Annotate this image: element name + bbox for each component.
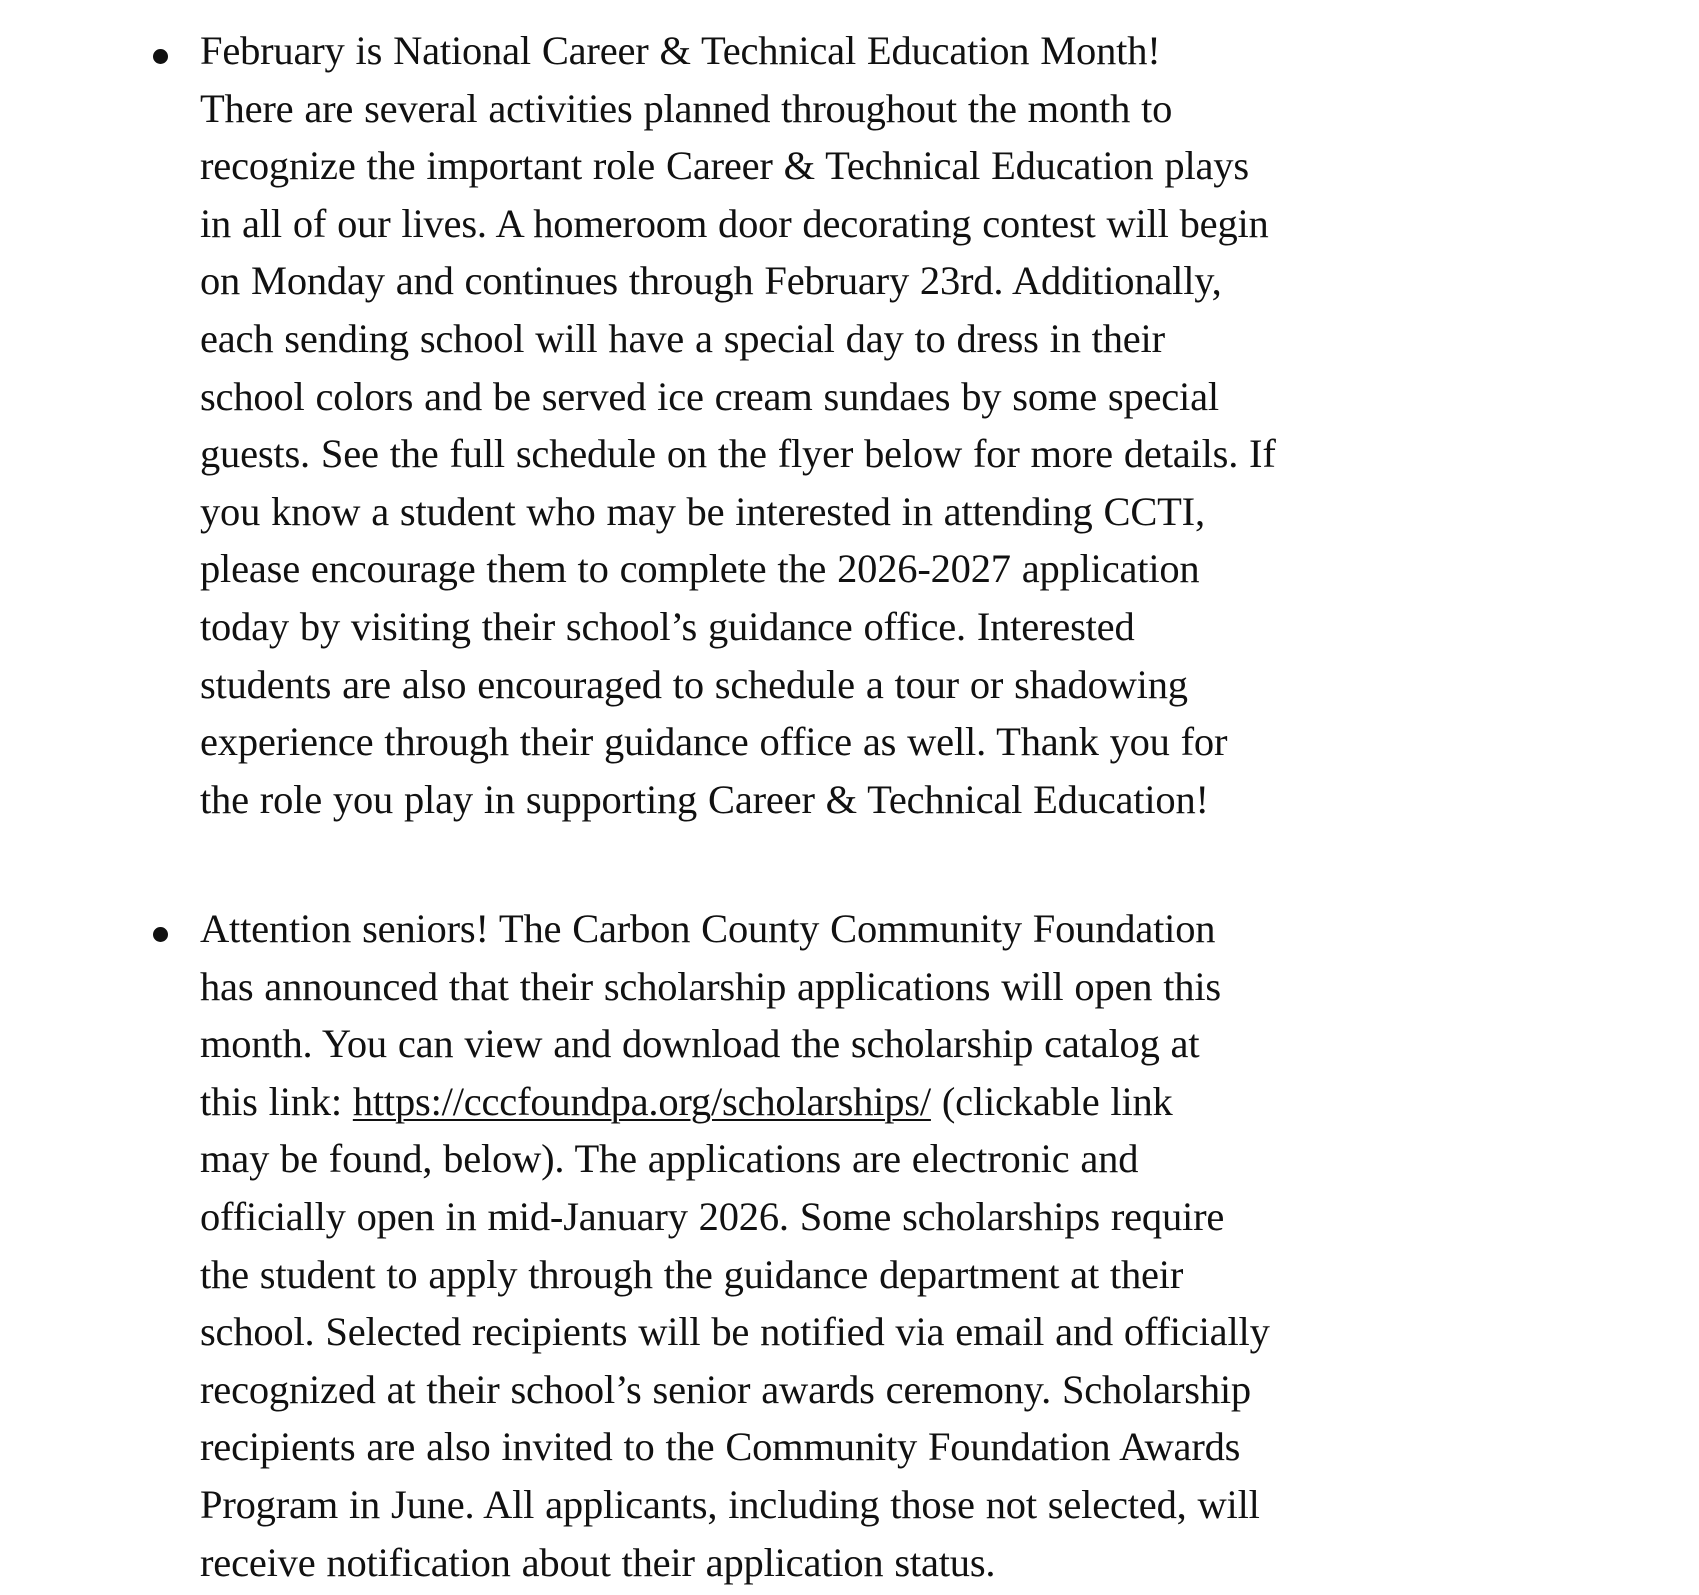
text-line: has announced that their scholarship applications will open this <box>200 963 1221 1009</box>
text-line: recognized at their school’s senior awards ceremony. Scholarship <box>200 1366 1251 1412</box>
text-line: experience through their guidance office as well. Thank you for <box>200 719 1228 765</box>
text-line: the role you play in supporting Career & Technical Education! <box>200 776 1209 822</box>
text-line: today by visiting their school’s guidance office. Interested <box>200 603 1135 649</box>
link-suffix-text: (clickable link <box>930 1078 1173 1124</box>
announcement-text <box>200 22 1620 828</box>
announcement-text <box>200 900 1620 1591</box>
text-line: each sending school will have a special day to dress in their <box>200 315 1165 361</box>
text-line: please encourage them to complete the 2026-2027 application <box>200 546 1200 592</box>
text-line: students are also encouraged to schedule a tour or shadowing <box>200 661 1188 707</box>
text-line: the student to apply through the guidance department at their <box>200 1251 1184 1297</box>
bullet-icon <box>153 49 168 64</box>
text-line: Attention seniors! The Carbon County Community Foundation <box>200 906 1216 951</box>
text-line: February is National Career & Technical Education Month! <box>200 28 1161 73</box>
text-line: month. You can view and download the scholarship catalog at <box>200 1021 1200 1067</box>
text-line: on Monday and continues through February 23rd. Additionally, <box>200 258 1222 304</box>
text-line: officially open in mid-January 2026. Some scholarships require <box>200 1193 1225 1239</box>
text-line: recipients are also invited to the Community Foundation Awards <box>200 1424 1241 1470</box>
text-line: you know a student who may be interested in attending CCTI, <box>200 488 1205 534</box>
text-line: guests. See the full schedule on the flyer below for more details. If <box>200 431 1276 477</box>
link-prefix-text: this link: <box>200 1078 353 1124</box>
scholarships-link[interactable]: https://cccfoundpa.org/scholarships/ <box>352 1078 931 1124</box>
text-line: school colors and be served ice cream sundaes by some special <box>200 373 1219 419</box>
text-line: receive notification about their application status. <box>200 1539 996 1585</box>
bullet-icon <box>153 927 168 942</box>
text-line: school. Selected recipients will be notified via email and officially <box>200 1309 1270 1355</box>
text-line: in all of our lives. A homeroom door decorating contest will begin <box>200 200 1269 246</box>
text-line: may be found, below). The applications are electronic and <box>200 1136 1139 1182</box>
text-line: There are several activities planned throughout the month to <box>200 85 1173 131</box>
text-line: Program in June. All applicants, including those not selected, will <box>200 1481 1260 1527</box>
text-line-with-link <box>200 1073 1620 1131</box>
text-line: recognize the important role Career & Technical Education plays <box>200 143 1249 189</box>
